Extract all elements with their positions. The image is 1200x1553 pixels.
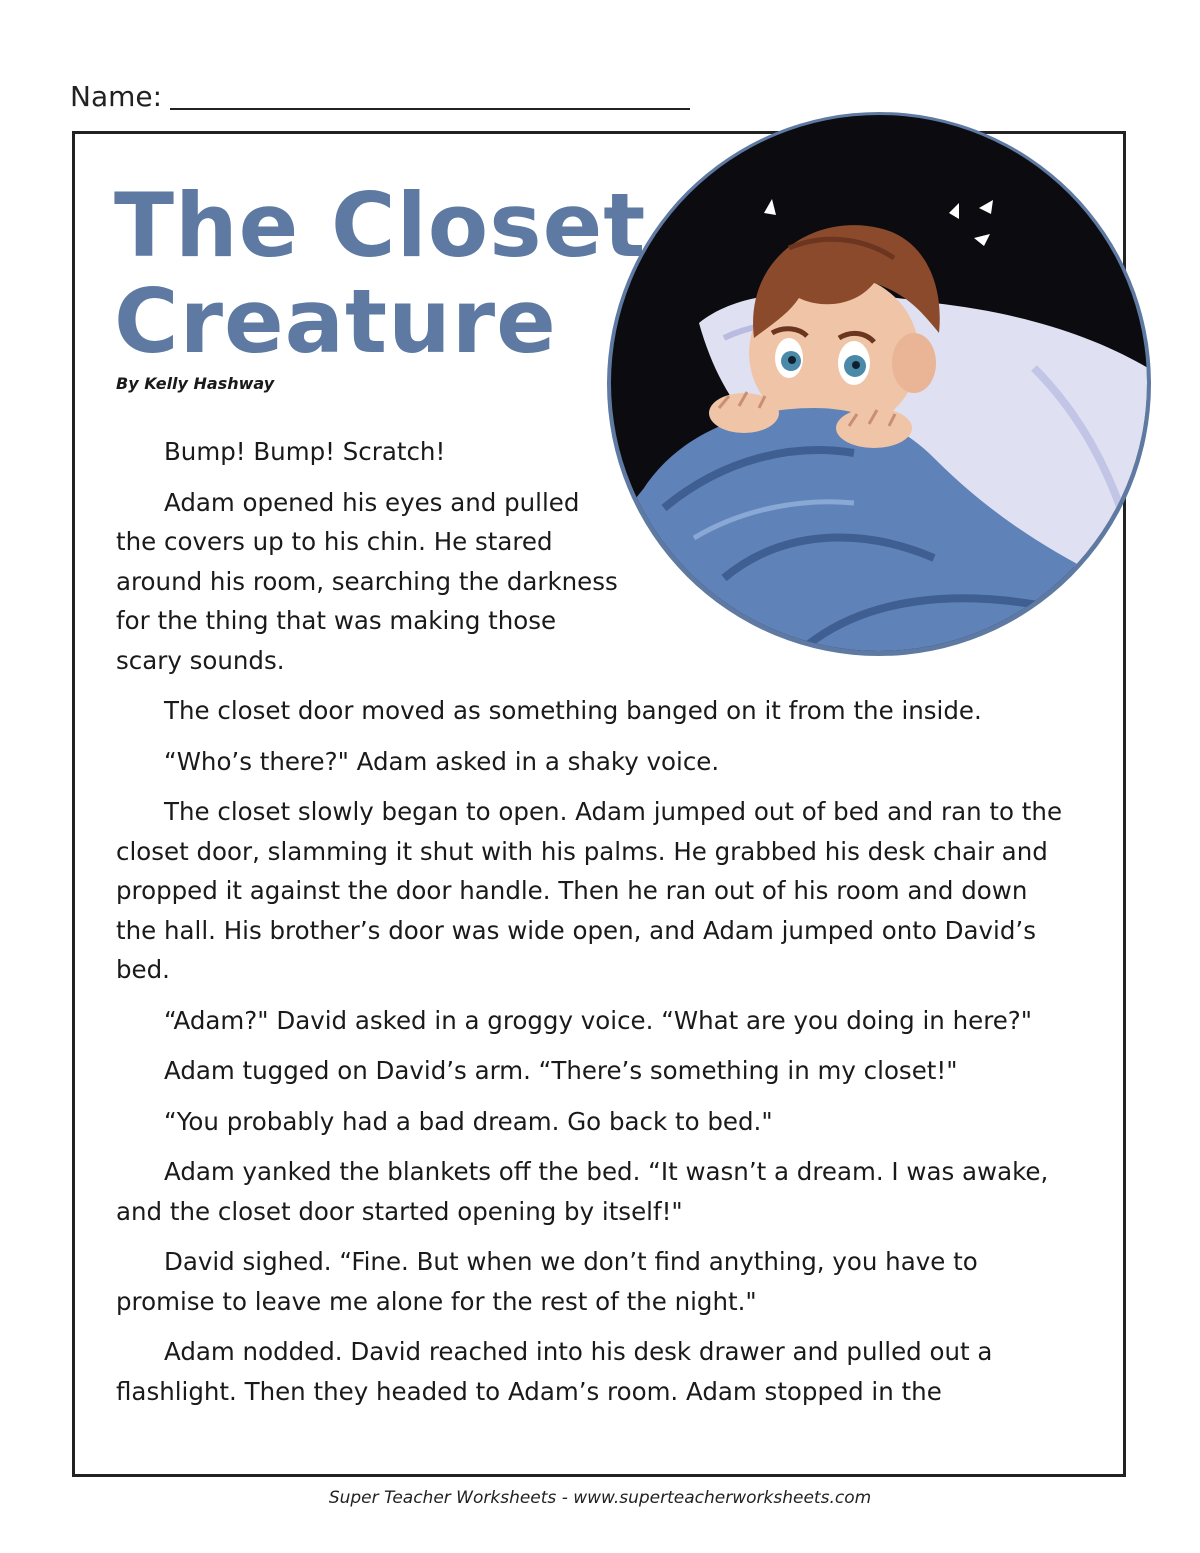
title-line-2: Creature <box>114 270 557 373</box>
story-paragraph: Adam nodded. David reached into his desk drawer and pulled out a flashlight. Then they headed to Adam’s room. Adam stopped in the <box>116 1337 993 1406</box>
story-paragraph: Adam opened his eyes and pulled the covers up to his chin. He stared around his room, searching the darkness for the thing that was making those scary sounds. <box>116 487 618 675</box>
story-paragraph: “You probably had a bad dream. Go back to bed." <box>164 1106 773 1136</box>
name-field <box>70 78 690 114</box>
title-line-1: The Closet <box>114 174 647 277</box>
story-paragraph: “Adam?" David asked in a groggy voice. “What are you doing in here?" <box>164 1005 1033 1035</box>
story-text <box>116 432 1066 1422</box>
author-byline: By Kelly Hashway <box>116 374 275 393</box>
story-paragraph: The closet slowly began to open. Adam jumped out of bed and ran to the closet door, slamming it shut with his palms. He grabbed his desk chair and propped it against the door handle. Then he ran out of his room and down the hall. His brother’s door was wide open, and Adam jumped onto David’s bed. <box>116 797 1063 984</box>
story-paragraph: Bump! Bump! Scratch! <box>164 437 446 466</box>
story-paragraph: The closet door moved as something banged on it from the inside. <box>164 696 982 725</box>
story-paragraph: “Who’s there?" Adam asked in a shaky voice. <box>164 746 720 776</box>
name-label: Name: <box>70 80 163 113</box>
page-title <box>114 174 647 373</box>
story-paragraph: Adam tugged on David’s arm. “There’s something in my closet!" <box>164 1056 958 1085</box>
story-paragraph: Adam yanked the blankets off the bed. “It wasn’t a dream. I was awake, and the closet door started opening by itself!" <box>116 1157 1049 1226</box>
footer-credit: Super Teacher Worksheets - www.superteacherworksheets.com <box>328 1488 872 1508</box>
story-paragraph: David sighed. “Fine. But when we don’t find anything, you have to promise to leave me alone for the rest of the night." <box>116 1247 978 1316</box>
